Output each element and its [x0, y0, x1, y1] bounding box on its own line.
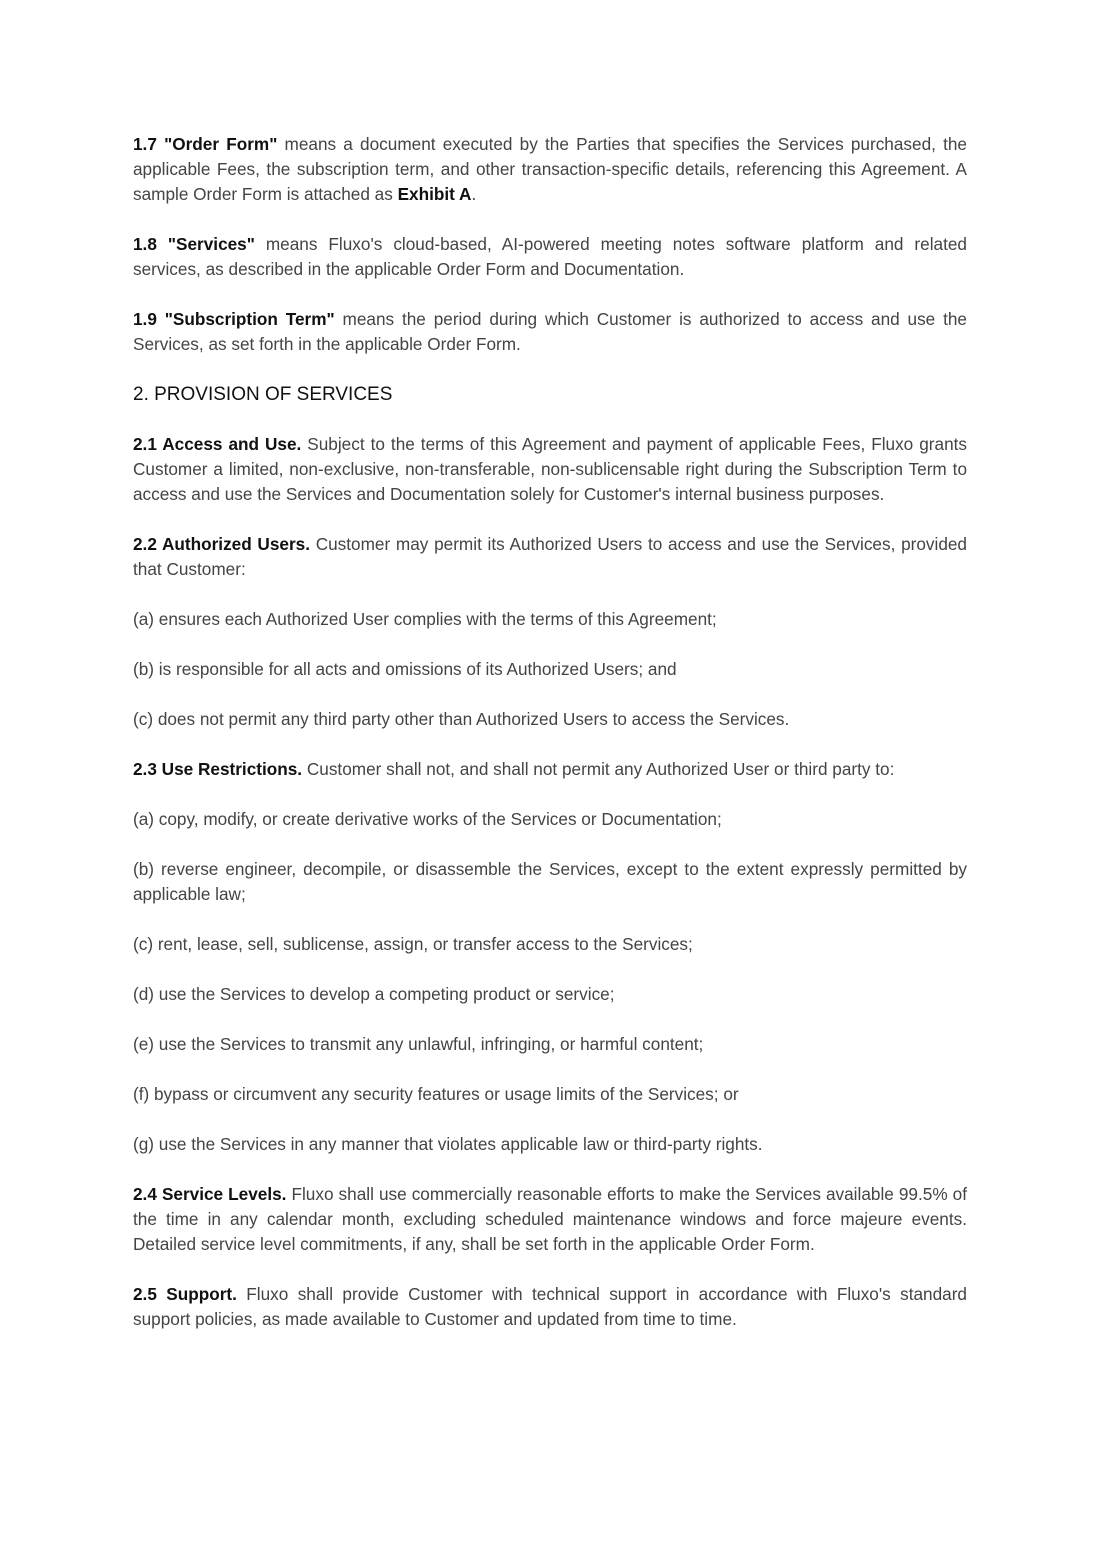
- list-item: (g) use the Services in any manner that violates applicable law or third-party rights.: [133, 1134, 763, 1154]
- definition-subscription-term: [133, 307, 967, 357]
- clause-title: 2.2 Authorized Users.: [133, 534, 310, 554]
- list-item: (c) rent, lease, sell, sublicense, assign, or transfer access to the Services;: [133, 934, 693, 954]
- clause-support: [133, 1282, 967, 1332]
- clause-access-and-use: [133, 432, 967, 507]
- list-item: (e) use the Services to transmit any unlawful, infringing, or harmful content;: [133, 1034, 704, 1054]
- definition-text: means Fluxo's cloud-based, AI-powered meeting notes software platform and related services, as described in the applicable Order Form and Documentation.: [133, 234, 967, 279]
- clause-text: Customer shall not, and shall not permit any Authorized User or third party to:: [302, 759, 895, 779]
- clause-text: Subject to the terms of this Agreement and payment of applicable Fees, Fluxo grants Customer a limited, non-exclusive, non-transferable, non-sublicensable right during the Subscription Term to access and use the Services and Documentation solely for Customer's internal business purposes.: [133, 434, 967, 504]
- definition-term: 1.8 "Services": [133, 234, 255, 254]
- clause-title: 2.4 Service Levels.: [133, 1184, 287, 1204]
- definition-text: means a document executed by the Parties that specifies the Services purchased, the applicable Fees, the subscription term, and other transaction-specific details, referencing this Agreement. A sample Order Form is attached as: [133, 134, 967, 204]
- exhibit-reference: Exhibit A: [397, 184, 472, 204]
- clause-title: 2.5 Support.: [133, 1284, 237, 1304]
- definition-term: 1.9 "Subscription Term": [133, 309, 335, 329]
- clause-title: 2.1 Access and Use.: [133, 434, 302, 454]
- list-item: (d) use the Services to develop a competing product or service;: [133, 984, 615, 1004]
- definition-text-end: .: [471, 184, 477, 204]
- clause-text: Customer may permit its Authorized Users to access and use the Services, provided that Customer:: [133, 534, 967, 579]
- definition-services: [133, 232, 967, 282]
- list-item: (b) is responsible for all acts and omissions of its Authorized Users; and: [133, 659, 677, 679]
- list-item: (b) reverse engineer, decompile, or disassemble the Services, except to the extent expressly permitted by applicable law;: [133, 859, 967, 904]
- definition-text: means the period during which Customer is authorized to access and use the Services, as set forth in the applicable Order Form.: [133, 309, 967, 354]
- list-item: (f) bypass or circumvent any security features or usage limits of the Services; or: [133, 1084, 739, 1104]
- list-item: (a) ensures each Authorized User complies with the terms of this Agreement;: [133, 609, 717, 629]
- clause-title: 2.3 Use Restrictions.: [133, 759, 303, 779]
- definition-order-form: [133, 132, 967, 207]
- definition-term: 1.7 "Order Form": [133, 134, 278, 154]
- clause-text: Fluxo shall provide Customer with technical support in accordance with Fluxo's standard support policies, as made available to Customer and updated from time to time.: [133, 1284, 967, 1329]
- document-page: [133, 132, 967, 1357]
- clause-use-restrictions: [133, 757, 967, 782]
- clause-text: Fluxo shall use commercially reasonable efforts to make the Services available 99.5% of the time in any calendar month, excluding scheduled maintenance windows and force majeure events. Detailed service level commitments, if any, shall be set forth in the applicable Order Form.: [133, 1184, 967, 1254]
- section-heading: 2. PROVISION OF SERVICES: [133, 384, 393, 405]
- clause-authorized-users: [133, 532, 967, 582]
- list-item: (c) does not permit any third party other than Authorized Users to access the Services.: [133, 709, 790, 729]
- list-item: (a) copy, modify, or create derivative works of the Services or Documentation;: [133, 809, 722, 829]
- clause-service-levels: [133, 1182, 967, 1257]
